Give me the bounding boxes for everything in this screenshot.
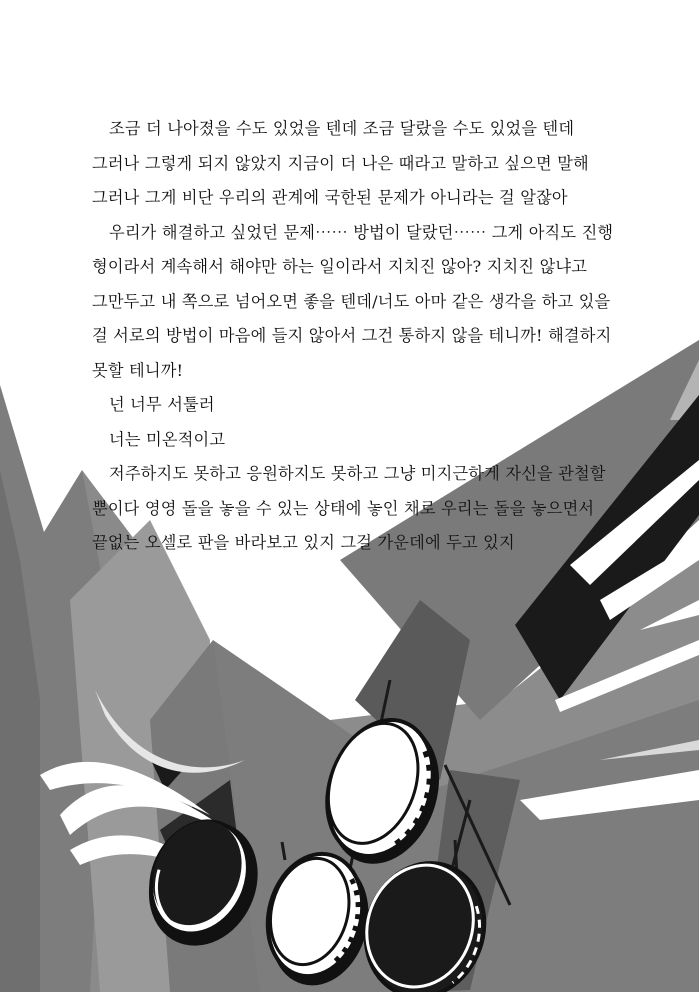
poem-line: 그러나 그렇게 되지 않았지 지금이 더 나은 때라고 말하고 싶으면 말해 bbox=[92, 153, 589, 173]
poem-line: 끝없는 오셀로 판을 바라보고 있지 그걸 가운데에 두고 있지 bbox=[92, 533, 515, 552]
poem-line: 너는 미온적이고 bbox=[109, 429, 226, 449]
poem-line: 우리가 해결하고 싶었던 문제⋯⋯ 방법이 달랐던⋯⋯ 그게 아직도 진행 bbox=[109, 222, 614, 242]
poem-line: 걸 서로의 방법이 마음에 들지 않아서 그건 통하지 않을 테니까! 해결하지 bbox=[92, 326, 612, 345]
poem-line: 조금 더 나아졌을 수도 있었을 텐데 조금 달랐을 수도 있었을 텐데 bbox=[109, 119, 575, 138]
poem-line: 저주하지도 못하고 응원하지도 못하고 그냥 미지근하게 자신을 관철할 bbox=[109, 464, 606, 483]
poem-line: 못할 테니까! bbox=[92, 360, 184, 380]
poem-text bbox=[92, 112, 612, 561]
poem-line: 뿐이다 영영 돌을 놓을 수 있는 상태에 놓인 채로 우리는 돌을 놓으면서 bbox=[92, 498, 595, 518]
poem-line: 넌 너무 서툴러 bbox=[109, 395, 215, 414]
poem-line: 그러나 그게 비단 우리의 관계에 국한된 문제가 아니라는 걸 알잖아 bbox=[92, 188, 568, 207]
poem-line: 형이라서 계속해서 해야만 하는 일이라서 지치진 않아? 지치진 않냐고 bbox=[92, 257, 588, 276]
poem-line: 그만두고 내 쪽으로 넘어오면 좋을 텐데/너도 아마 같은 생각을 하고 있을 bbox=[92, 291, 611, 311]
